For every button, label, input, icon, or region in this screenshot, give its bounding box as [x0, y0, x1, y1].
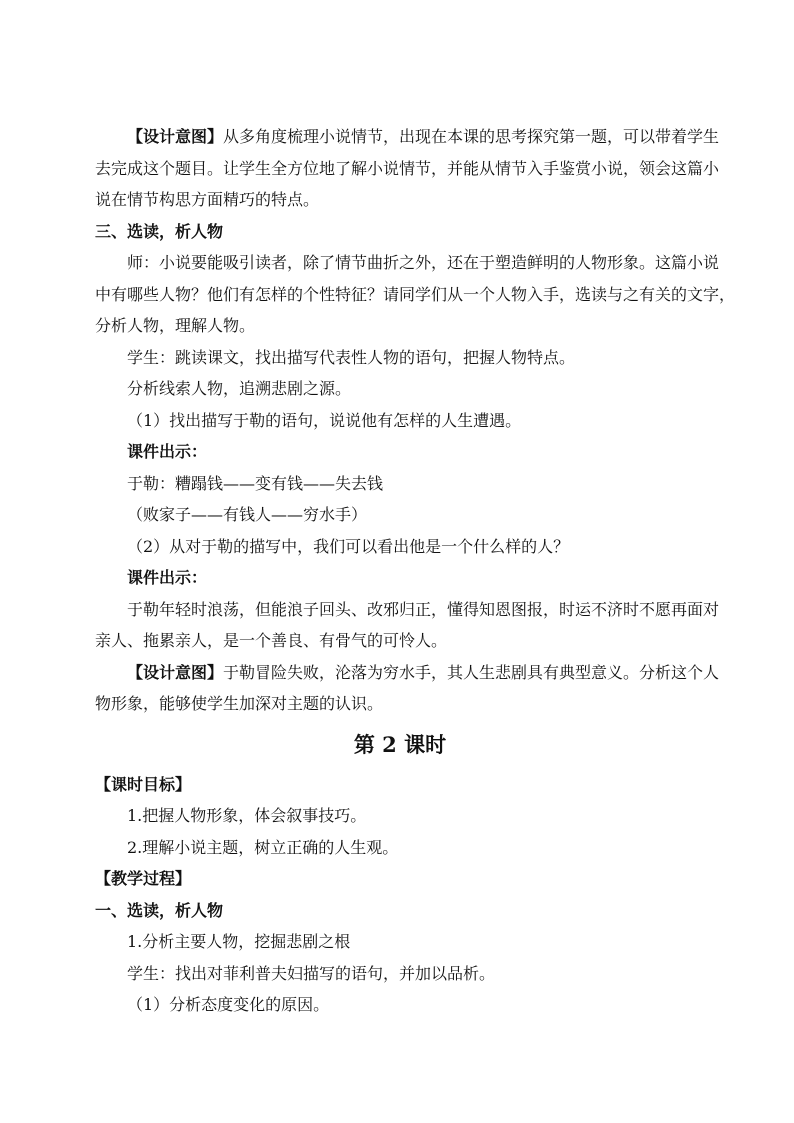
analysis-line: 分析线索人物，追溯悲剧之源。: [127, 379, 352, 398]
objective-item: 1.把握人物形象，体会叙事技巧。: [127, 806, 367, 825]
teacher-line: 师：小说要能吸引读者，除了情节曲折之外，还在于塑造鲜明的人物形象。这篇小说: [127, 253, 720, 272]
text-line: 于勒冒险失败，沦落为穷水手，其人生悲剧具有典型意义。分析这个人: [223, 662, 720, 682]
design-intent-label: 【设计意图】: [127, 127, 224, 146]
process-heading: 【教学过程】: [95, 869, 192, 888]
section-heading: 一、选读，析人物: [95, 900, 224, 920]
lesson-title: 第 2 课时: [353, 731, 447, 757]
objectives-heading: 【课时目标】: [95, 774, 192, 794]
design-intent-paragraph-2: [95, 657, 720, 689]
design-intent-paragraph-1: [95, 121, 720, 153]
teacher-line: 分析人物，理解人物。: [95, 316, 256, 335]
teacher-line: 中有哪些人物？他们有怎样的个性特征？请同学们从一个人物入手，选读与之有关的文字，: [95, 284, 736, 304]
design-intent-label: 【设计意图】: [127, 662, 224, 682]
question-3: （1）分析态度变化的原因。: [127, 995, 330, 1014]
section-heading: 三、选读，析人物: [95, 221, 224, 241]
text-line: 去完成这个题目。让学生全方位地了解小说情节，并能从情节入手鉴赏小说，领会这篇小: [95, 158, 720, 178]
student-line: 学生：跳读课文，找出描写代表性人物的语句，把握人物特点。: [127, 347, 576, 367]
text-line: 说在情节构思方面精巧的特点。: [95, 190, 320, 209]
yule-description: 亲人、拖累亲人，是一个善良、有骨气的可怜人。: [95, 631, 448, 650]
objective-item: 2.理解小说主题，树立正确的人生观。: [127, 837, 399, 857]
yule-description: 于勒年轻时浪荡，但能浪子回头、改邪归正，懂得知恩图报，时运不济时不愿再面对: [127, 599, 720, 619]
text-line: 从多角度梳理小说情节，出现在本课的思考探究第一题，可以带着学生: [223, 127, 720, 146]
document-body: [95, 121, 736, 1021]
yule-summary-paren: （败家子——有钱人——穷水手）: [127, 505, 368, 524]
courseware-label: 课件出示：: [127, 568, 208, 587]
courseware-label: 课件出示：: [127, 442, 208, 461]
student-line: 学生：找出对菲利普夫妇描写的语句，并加以品析。: [127, 963, 496, 983]
step-item: 1.分析主要人物，挖掘悲剧之根: [127, 932, 351, 951]
question-1: （1）找出描写于勒的语句，说说他有怎样的人生遭遇。: [127, 410, 522, 430]
text-line: 物形象，能够使学生加深对主题的认识。: [95, 694, 384, 713]
question-2: （2）从对于勒的描写中，我们可以看出他是一个什么样的人？: [127, 536, 570, 556]
yule-summary: 于勒：糟蹋钱——变有钱——失去钱: [127, 473, 384, 493]
